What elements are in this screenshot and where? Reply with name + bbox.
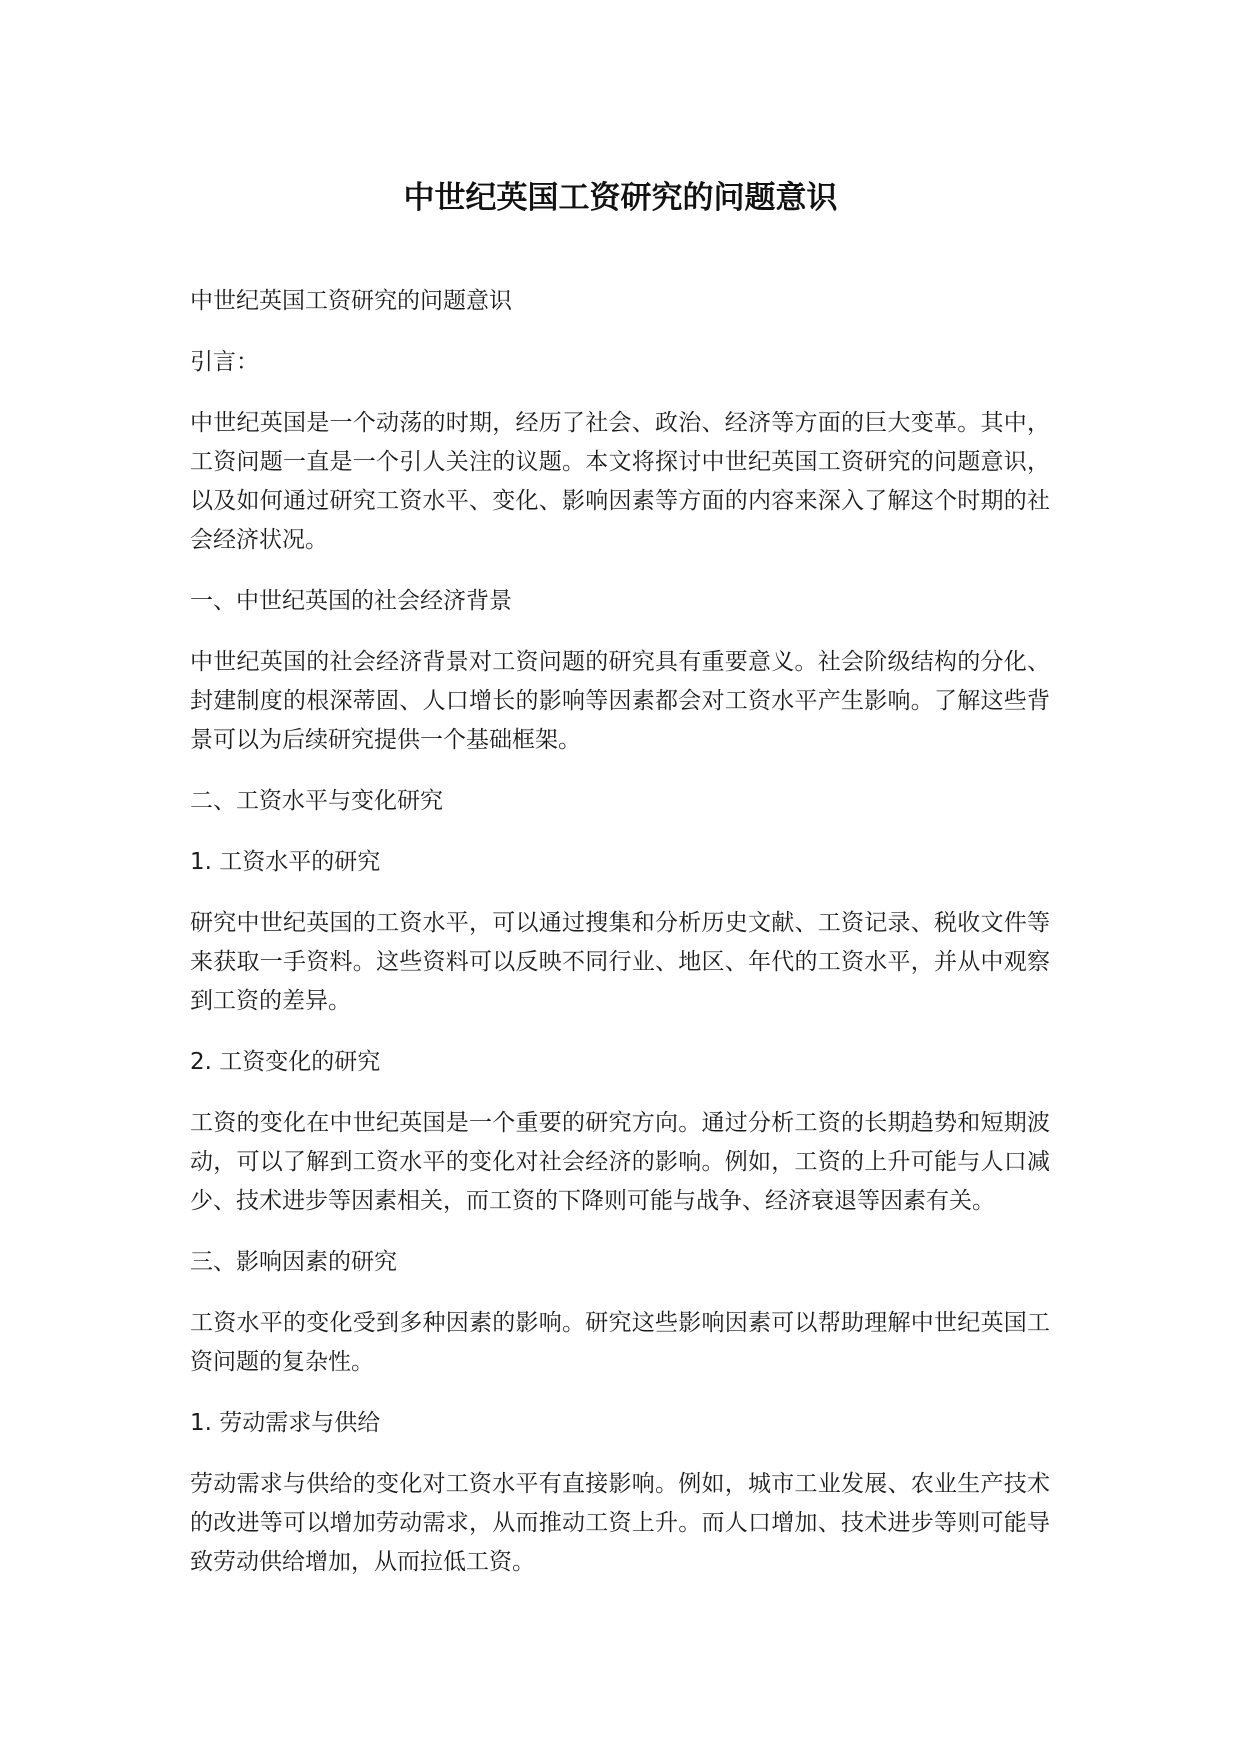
- intro-heading: 引言：: [190, 349, 259, 375]
- subsection-heading-2-2: 2. 工资变化的研究: [190, 1049, 381, 1075]
- section-1-paragraph: 中世纪英国的社会经济背景对工资问题的研究具有重要意义。社会阶级结构的分化、封建制度的根深蒂固、人口增长的影响等因素都会对工资水平产生影响。了解这些背景可以为后续研究提供一个基础框架。: [190, 649, 1050, 753]
- document-title: 中世纪英国工资研究的问题意识: [403, 180, 838, 216]
- section-heading-2: 二、工资水平与变化研究: [190, 788, 443, 814]
- subtitle-paragraph: 中世纪英国工资研究的问题意识: [190, 288, 512, 314]
- subsection-2-1-paragraph: 研究中世纪英国的工资水平，可以通过搜集和分析历史文献、工资记录、税收文件等来获取一手资料。这些资料可以反映不同行业、地区、年代的工资水平，并从中观察到工资的差异。: [190, 910, 1050, 1014]
- document-body: [190, 282, 1050, 1604]
- subsection-heading-2-1: 1. 工资水平的研究: [190, 849, 381, 875]
- section-heading-3: 三、影响因素的研究: [190, 1249, 397, 1275]
- subsection-heading-3-1: 1. 劳动需求与供给: [190, 1410, 381, 1436]
- section-heading-1: 一、中世纪英国的社会经济背景: [190, 588, 512, 614]
- subsection-2-2-paragraph: 工资的变化在中世纪英国是一个重要的研究方向。通过分析工资的长期趋势和短期波动，可以了解到工资水平的变化对社会经济的影响。例如，工资的上升可能与人口减少、技术进步等因素相关，而工资的下降则可能与战争、经济衰退等因素有关。: [190, 1110, 1050, 1214]
- intro-paragraph: 中世纪英国是一个动荡的时期，经历了社会、政治、经济等方面的巨大变革。其中，工资问题一直是一个引人关注的议题。本文将探讨中世纪英国工资研究的问题意识，以及如何通过研究工资水平、变化、影响因素等方面的内容来深入了解这个时期的社会经济状况。: [190, 410, 1050, 553]
- section-3-paragraph: 工资水平的变化受到多种因素的影响。研究这些影响因素可以帮助理解中世纪英国工资问题的复杂性。: [190, 1310, 1050, 1375]
- subsection-3-1-paragraph: 劳动需求与供给的变化对工资水平有直接影响。例如，城市工业发展、农业生产技术的改进等可以增加劳动需求，从而推动工资上升。而人口增加、技术进步等则可能导致劳动供给增加，从而拉低工资。: [190, 1471, 1050, 1575]
